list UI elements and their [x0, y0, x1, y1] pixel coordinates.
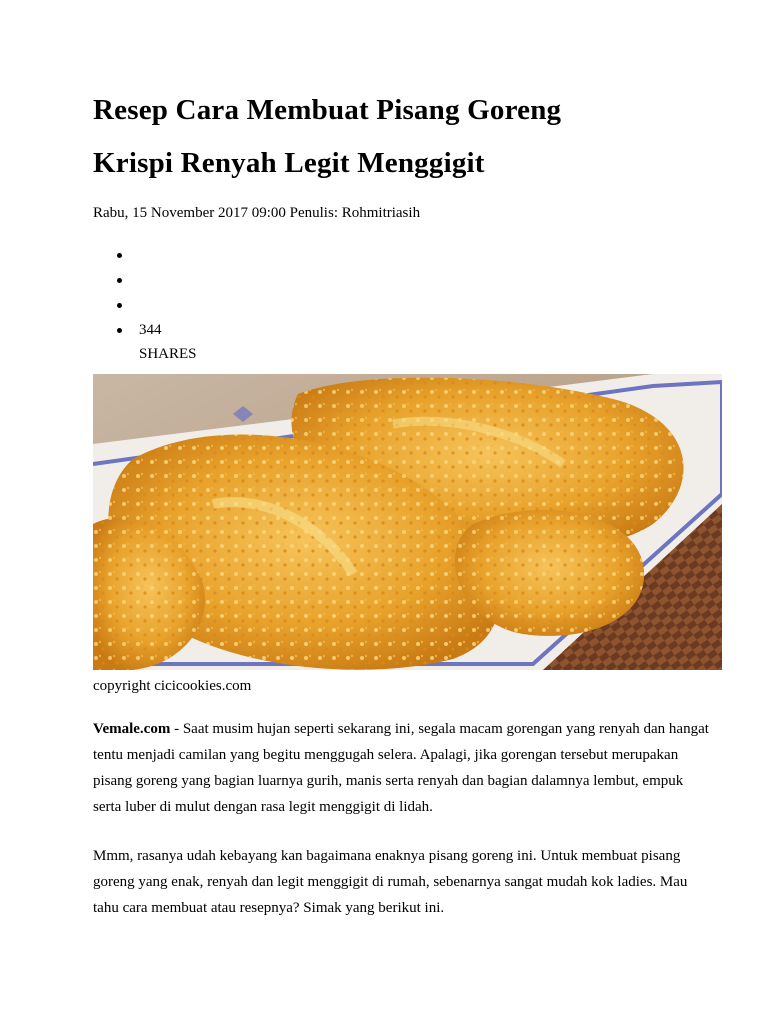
brand-name: Vemale.com	[93, 721, 171, 737]
share-item-2[interactable]	[93, 268, 162, 293]
share-count: 344	[93, 318, 162, 343]
share-item-3[interactable]	[93, 293, 162, 318]
article-title	[93, 84, 723, 190]
image-caption: copyright cicicookies.com	[93, 678, 252, 694]
article-meta: Rabu, 15 November 2017 09:00 Penulis: Rohmitriasih	[93, 205, 421, 221]
article-photo	[93, 374, 722, 670]
shares-label: SHARES	[139, 346, 197, 362]
title-line-1: Resep Cara Membuat Pisang Goreng	[93, 94, 562, 126]
paragraph-1	[93, 716, 713, 820]
title-line-2: Krispi Renyah Legit Menggigit	[93, 147, 485, 179]
share-list	[93, 243, 162, 343]
paragraph-1-text: - Saat musim hujan seperti sekarang ini, segala macam gorengan yang renyah dan hangat tentu menjadi camilan yang begitu menggugah selera. Apalagi, jika gorengan tersebut merupakan pisang goreng yang bagian luarnya gurih, manis serta renyah dan bagian dalamnya lembut, empuk serta luber di mulut dengan rasa legit menggigit di lidah.	[93, 721, 709, 815]
paragraph-2: Mmm, rasanya udah kebayang kan bagaimana enaknya pisang goreng ini. Untuk membuat pisang goreng yang enak, renyah dan legit menggigit di rumah, sebenarnya sangat mudah kok ladies. Mau tahu cara membuat atau resepnya? Simak yang berikut ini.	[93, 848, 688, 916]
share-item-1[interactable]	[93, 243, 162, 268]
